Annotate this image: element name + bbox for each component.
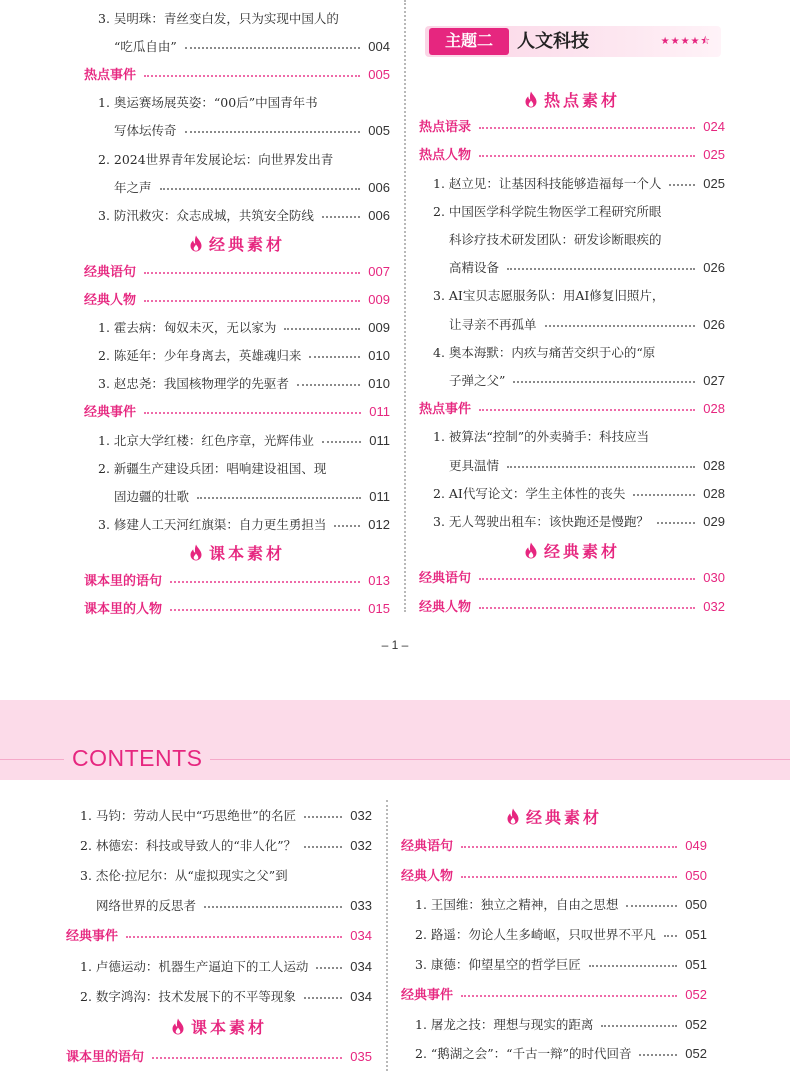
toc-entry-title: 1. 屠龙之技：理想与现实的距离 (415, 1016, 594, 1032)
toc-category-row[interactable] (84, 66, 390, 84)
toc-category-row[interactable] (401, 986, 707, 1004)
toc-entry-title: 热点人物 (419, 147, 472, 163)
toc-page-number: 028 (703, 485, 725, 501)
toc-entry-title: 热点事件 (84, 67, 137, 83)
toc-page-number: 028 (703, 401, 725, 417)
toc-entry-title: 年之声 (114, 179, 152, 195)
toc-category-row[interactable] (66, 1048, 372, 1066)
flame-icon (189, 235, 203, 252)
dot-leader (657, 522, 695, 524)
toc-page-number: 006 (368, 179, 390, 195)
toc-entry-title: 1. 王国维：独立之精神，自由之思想 (415, 897, 619, 913)
toc-entry-title: 让寻亲不再孤单 (449, 316, 537, 332)
toc-category-row[interactable] (401, 867, 707, 885)
toc-entry-row[interactable] (84, 10, 390, 28)
toc-page-number: 034 (350, 958, 372, 974)
dot-leader (461, 846, 677, 848)
section-heading (84, 541, 390, 565)
toc-page-number: 029 (703, 514, 725, 529)
dot-leader (322, 441, 361, 443)
toc-entry-title: 热点语录 (419, 119, 472, 135)
toc-entry-row[interactable] (419, 344, 725, 362)
column-divider (404, 0, 406, 612)
toc-entry-title: 3. 康德：仰望星空的哲学巨匠 (415, 957, 581, 972)
toc-page-number: 028 (703, 457, 725, 473)
toc-page-number: 026 (703, 316, 725, 332)
dot-leader (126, 936, 342, 938)
toc-entry-title: 经典人物 (401, 867, 454, 883)
toc-entry-title: 固边疆的壮歌 (114, 488, 190, 504)
dot-leader (144, 272, 360, 274)
dot-leader (170, 609, 360, 611)
toc-entry-title: 3. 无人驾驶出租车：该快跑还是慢跑？ (433, 514, 649, 529)
toc-entry-row[interactable] (401, 1016, 707, 1034)
toc-page-number: 032 (703, 598, 725, 614)
toc-entry-row[interactable] (66, 988, 372, 1006)
toc-entry-row[interactable] (66, 807, 372, 825)
dot-leader (185, 131, 361, 133)
toc-entry-title: 1. 霍去病：匈奴未灭，无以家为 (98, 320, 277, 336)
dot-leader (479, 409, 695, 411)
toc-entry-title: 经典事件 (66, 928, 119, 944)
dot-leader (507, 268, 695, 270)
section-heading (66, 1015, 372, 1039)
toc-entry-title: 1. 卢德运动：机器生产逼迫下的工人运动 (80, 958, 309, 974)
dot-leader (152, 1057, 342, 1059)
toc-page-number: 013 (368, 573, 390, 588)
section-heading-label: 经典素材 (525, 809, 602, 827)
toc-entry-row[interactable] (84, 319, 390, 337)
dot-leader (513, 381, 695, 383)
toc-entry-title: 课本里的人物 (84, 601, 163, 617)
toc-entry-title: 高精设备 (449, 260, 500, 276)
toc-entry-title: 3. 修建人工天河红旗渠：自力更生勇担当 (98, 516, 327, 532)
toc-entry-title: 2. 陈延年：少年身离去，英雄魂归来 (98, 348, 302, 364)
section-heading (401, 804, 707, 828)
flame-icon (506, 808, 520, 825)
toc-entry-row[interactable] (66, 867, 372, 885)
toc-page-number: 052 (685, 1046, 707, 1062)
toc-page-number: 009 (368, 320, 390, 336)
dot-leader (284, 328, 360, 330)
toc-page-number: 051 (685, 957, 707, 972)
toc-page-number: 011 (369, 432, 390, 448)
contents-banner (0, 700, 790, 780)
toc-entry-row[interactable] (419, 513, 725, 531)
toc-category-row[interactable] (84, 600, 390, 618)
toc-entry-title: 经典语句 (401, 837, 454, 853)
toc-entry-row[interactable] (84, 460, 390, 478)
toc-page-number: 035 (350, 1048, 372, 1064)
toc-entry-row[interactable] (401, 896, 707, 914)
theme-tag: 主题二 (429, 28, 509, 55)
dot-leader (144, 75, 360, 77)
toc-page-number: 004 (368, 39, 390, 55)
dot-leader (479, 607, 695, 609)
dot-leader (589, 965, 677, 967)
toc-page-number: 026 (703, 260, 725, 276)
dot-leader (669, 184, 695, 186)
toc-entry-row[interactable] (84, 207, 390, 225)
dot-leader (322, 216, 360, 218)
dot-leader (626, 905, 677, 907)
toc-category-row[interactable] (84, 403, 390, 421)
toc-page-number: 009 (368, 292, 390, 307)
toc-page-number: 030 (703, 570, 725, 586)
toc-entry-row[interactable] (401, 926, 707, 944)
dot-leader (309, 356, 360, 358)
toc-entry-title: 更具温情 (449, 457, 500, 473)
toc-entry-title: 1. 奥运赛场展英姿：“00后”中国青年书 (98, 95, 318, 111)
toc-page-number: 005 (368, 67, 390, 83)
section-heading (419, 538, 725, 562)
toc-entry-title: 3. 杰伦·拉尼尔：从“虚拟现实之父”到 (80, 868, 288, 884)
dot-leader (507, 466, 695, 468)
toc-entry-title: 1. 马钧：劳动人民中“巧思绝世”的名匠 (80, 808, 297, 823)
toc-entry-title: 经典人物 (84, 292, 137, 307)
dot-leader (144, 412, 361, 414)
dot-leader (297, 384, 360, 386)
toc-category-row[interactable] (419, 598, 725, 616)
dot-leader (664, 935, 677, 937)
toc-page-number: 034 (350, 928, 372, 944)
toc-page-number: 049 (685, 837, 707, 853)
flame-icon (189, 544, 203, 561)
toc-entry-title: 2. 中国医学科学院生物医学工程研究所眼 (433, 203, 662, 219)
toc-page-number: 032 (350, 808, 372, 823)
contents-title: CONTENTS (72, 745, 203, 771)
toc-page-number: 050 (685, 897, 707, 913)
toc-entry-row[interactable] (66, 958, 372, 976)
toc-category-row[interactable] (66, 927, 372, 945)
toc-entry-title: 经典语句 (419, 570, 472, 586)
section-heading (419, 87, 725, 111)
page-number: – 1 – (381, 638, 409, 652)
dot-leader (639, 1054, 677, 1056)
toc-entry-title: 经典人物 (419, 598, 472, 614)
dot-leader (479, 127, 695, 129)
toc-page-number: 034 (350, 988, 372, 1004)
toc-entry-title: 3. 赵忠尧：我国核物理学的先驱者 (98, 376, 289, 392)
toc-category-row[interactable] (401, 837, 707, 855)
column-divider-page2 (386, 800, 388, 1071)
section-heading-label: 经典素材 (208, 237, 285, 255)
toc-page-number: 033 (350, 898, 372, 914)
toc-entry-row[interactable] (84, 516, 390, 534)
toc-page-number: 005 (368, 123, 390, 139)
toc-page-number: 025 (703, 175, 725, 191)
toc-entry-title: 网络世界的反思者 (96, 898, 197, 914)
dot-leader (479, 155, 695, 157)
toc-page-number: 052 (685, 986, 707, 1002)
banner-rule-left (0, 759, 64, 760)
dot-leader (197, 497, 361, 499)
toc-page-number: 052 (685, 1016, 707, 1032)
toc-entry-title: 课本里的语句 (84, 573, 163, 588)
toc-entry-row[interactable] (419, 485, 725, 503)
toc-page-number: 024 (703, 119, 725, 135)
dot-leader (144, 300, 360, 302)
toc-entry-row[interactable] (84, 151, 390, 169)
toc-entry-title: 1. 赵立见：让基因科技能够造福每一个人 (433, 175, 662, 191)
toc-entry-row[interactable] (401, 1045, 707, 1063)
toc-category-row[interactable] (419, 146, 725, 164)
flame-icon (524, 91, 538, 108)
flame-icon (524, 542, 538, 559)
toc-entry-row[interactable] (84, 488, 390, 506)
dot-leader (170, 581, 360, 583)
toc-entry-title: 2. 路遥：勿论人生多崎岖，只叹世界不平凡 (415, 927, 656, 943)
toc-entry-title: 写体坛传奇 (114, 123, 177, 139)
toc-entry-title: 2. 新疆生产建设兵团：唱响建设祖国、现 (98, 460, 327, 476)
toc-entry-title: 子弹之父” (449, 373, 506, 388)
banner-rule-right (210, 759, 790, 760)
toc-entry-title: 2. 2024世界青年发展论坛：向世界发出青 (98, 151, 334, 167)
dot-leader (545, 325, 696, 327)
toc-page-number: 050 (685, 867, 707, 883)
dot-leader (461, 876, 677, 878)
toc-entry-row[interactable] (84, 38, 390, 56)
section-heading-label: 热点素材 (543, 92, 620, 110)
toc-page-number: 032 (350, 838, 372, 854)
toc-entry-title: 2. 林德宏：科技或导致人的“非人化”？ (80, 838, 297, 854)
dot-leader (633, 494, 695, 496)
toc-entry-title: “吃瓜自由” (114, 39, 177, 55)
toc-entry-row[interactable] (84, 122, 390, 140)
toc-entry-title: 3. 吴明珠：青丝变白发，只为实现中国人的 (98, 11, 339, 26)
dot-leader (479, 578, 695, 580)
flame-icon (171, 1018, 185, 1035)
section-heading-label: 经典素材 (543, 543, 620, 561)
toc-page-number: 007 (368, 263, 390, 279)
toc-entry-row[interactable] (419, 316, 725, 334)
toc-entry-row[interactable] (401, 956, 707, 974)
toc-entry-row[interactable] (84, 375, 390, 393)
dot-leader (316, 967, 342, 969)
toc-page-number: 025 (703, 147, 725, 163)
toc-entry-row[interactable] (84, 347, 390, 365)
toc-entry-title: 1. 北京大学红楼：红色序章，光辉伟业 (98, 432, 314, 448)
toc-category-row[interactable] (84, 263, 390, 281)
toc-category-row[interactable] (84, 291, 390, 309)
toc-entry-row[interactable] (66, 837, 372, 855)
toc-page-number: 027 (703, 373, 725, 388)
toc-entry-row[interactable] (84, 179, 390, 197)
toc-entry-title: 热点事件 (419, 401, 472, 417)
toc-category-row[interactable] (419, 118, 725, 136)
toc-page-number: 012 (368, 516, 390, 532)
section-heading (84, 232, 390, 256)
toc-entry-title: 课本里的语句 (66, 1048, 145, 1064)
toc-page-number: 011 (369, 404, 390, 420)
toc-entry-row[interactable] (419, 259, 725, 277)
toc-entry-row[interactable] (419, 457, 725, 475)
toc-entry-title: 经典事件 (401, 986, 454, 1002)
toc-entry-row[interactable] (84, 94, 390, 112)
toc-entry-row[interactable] (419, 372, 725, 390)
toc-entry-title: 科诊疗技术研发团队：研发诊断眼疾的 (449, 232, 662, 247)
toc-category-row[interactable] (419, 400, 725, 418)
toc-entry-title: 经典语句 (84, 263, 137, 279)
dot-leader (304, 997, 342, 999)
toc-page-number: 051 (685, 927, 707, 943)
toc-page-number: 010 (368, 376, 390, 392)
toc-entry-row[interactable] (419, 203, 725, 221)
toc-entry-row[interactable] (419, 428, 725, 446)
toc-entry-title: 3. 防汛救灾：众志成城，共筑安全防线 (98, 207, 314, 223)
toc-entry-title: 4. 奥本海默：内疚与痛苦交织于心的“原 (433, 344, 656, 360)
toc-page-number: 015 (368, 601, 390, 617)
toc-category-row[interactable] (419, 569, 725, 587)
theme-header (425, 26, 721, 57)
dot-leader (334, 525, 360, 527)
section-heading-label: 课本素材 (190, 1020, 267, 1038)
toc-entry-title: 2. AI代写论文：学生主体性的丧失 (433, 485, 626, 501)
toc-page-number: 010 (368, 348, 390, 364)
dot-leader (204, 906, 342, 908)
toc-entry-row[interactable] (419, 175, 725, 193)
toc-entry-title: 2. “鹅湖之会”：“千古一辩”的时代回音 (415, 1046, 632, 1062)
toc-page-number: 006 (368, 207, 390, 223)
toc-entry-title: 经典事件 (84, 404, 137, 420)
theme-name: 人文科技 (517, 31, 589, 51)
toc-entry-title: 3. AI宝贝志愿服务队：用AI修复旧照片， (433, 288, 665, 304)
theme-rating-stars: ★★★★⯪ (660, 36, 711, 47)
toc-entry-row[interactable] (419, 231, 725, 249)
toc-entry-title: 2. 数字鸿沟：技术发展下的不平等现象 (80, 988, 296, 1004)
dot-leader (304, 846, 342, 848)
dot-leader (160, 188, 361, 190)
dot-leader (304, 816, 342, 818)
toc-entry-row[interactable] (419, 287, 725, 305)
dot-leader (601, 1025, 677, 1027)
dot-leader (185, 47, 361, 49)
toc-entry-row[interactable] (66, 897, 372, 915)
toc-entry-row[interactable] (84, 432, 390, 450)
dot-leader (461, 995, 677, 997)
toc-entry-title: 1. 被算法“控制”的外卖骑手：科技应当 (433, 429, 650, 445)
toc-category-row[interactable] (84, 572, 390, 590)
toc-page-number: 011 (369, 488, 390, 504)
section-heading-label: 课本素材 (208, 546, 285, 564)
